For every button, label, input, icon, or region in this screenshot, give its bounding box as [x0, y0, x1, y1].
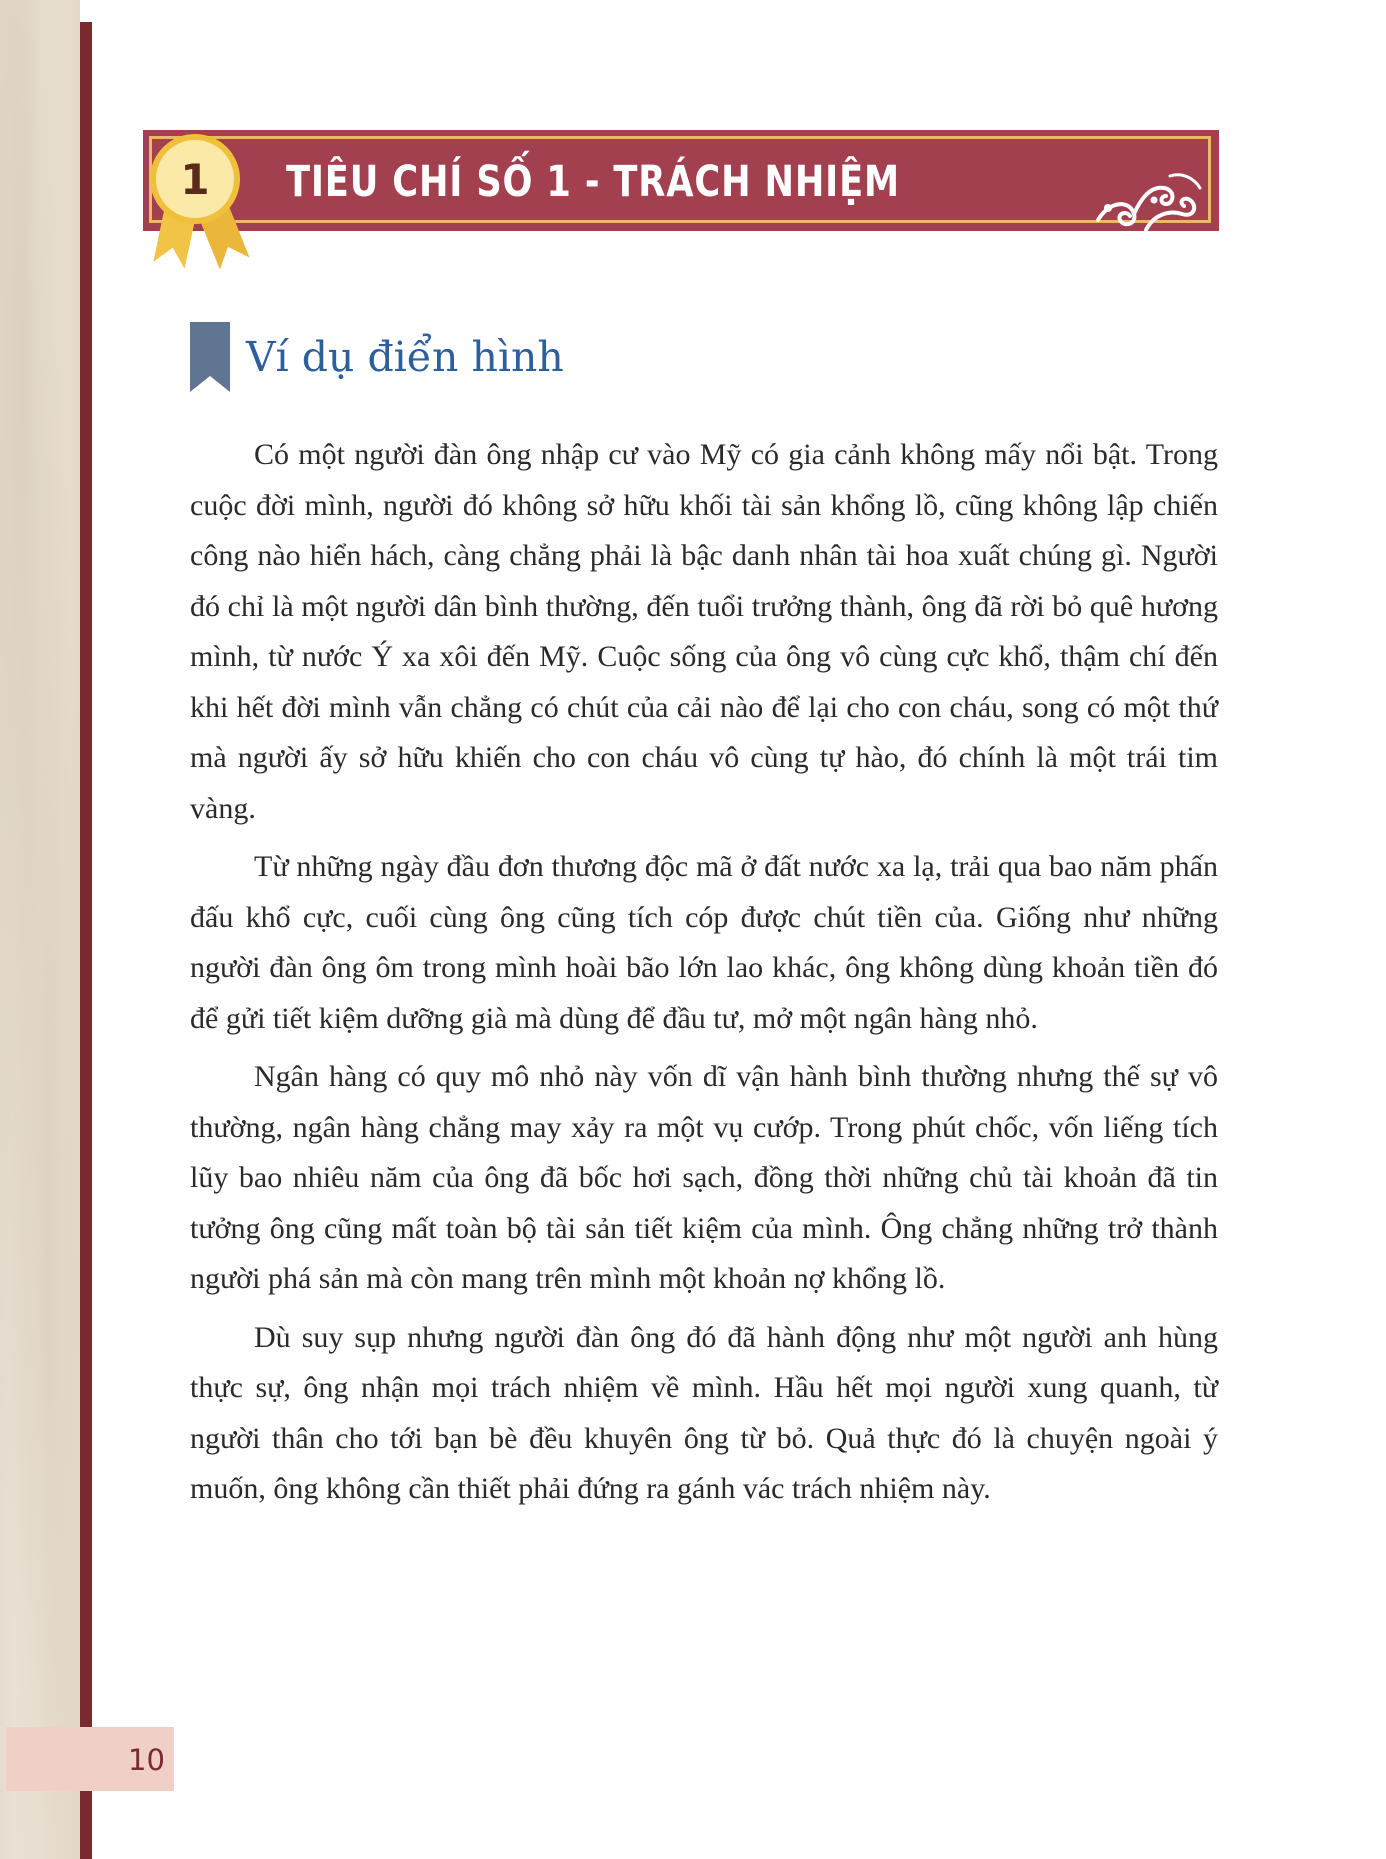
section-heading: Ví dụ điển hình — [246, 333, 564, 381]
page-edge-texture — [0, 0, 80, 1859]
chapter-title: TIÊU CHÍ SỐ 1 - TRÁCH NHIỆM — [286, 157, 900, 207]
bookmark-icon — [190, 322, 230, 392]
paragraph: Dù suy sụp nhưng người đàn ông đó đã hành động như một người anh hùng thực sự, ông nhận mọi trách nhiệm về mình. Hầu hết mọi người xung quanh, từ người thân cho tới bạn bè đều khuyên ông từ bỏ. Quả thực đó là chuyện ngoài ý muốn, ông không cần thiết phải đứng ra gánh vác trách nhiệm này. — [190, 1320, 1218, 1505]
paragraph: Có một người đàn ông nhập cư vào Mỹ có gia cảnh không mấy nổi bật. Trong cuộc đời mình, người đó không sở hữu khối tài sản khổng lồ, cũng không lập chiến công nào hiển hách, càng chẳng phải là bậc danh nhân tài hoa xuất chúng gì. Người đó chỉ là một người dân bình thường, đến tuổi trưởng thành, ông đã rời bỏ quê hương mình, từ nước Ý xa xôi đến Mỹ. Cuộc sống của ông vô cùng cực khổ, thậm chí đến khi hết đời mình vẫn chẳng có chút của cải nào để lại cho con cháu, song có một thứ mà người ấy sở hữu khiến cho con cháu vô cùng tự hào, đó chính là một trái tim vàng. — [190, 438, 1218, 825]
badge-number: 1 — [180, 154, 210, 204]
paragraph: Ngân hàng có quy mô nhỏ này vốn dĩ vận hành bình thường nhưng thế sự vô thường, ngân hàng chẳng may xảy ra một vụ cướp. Trong phút chốc, vốn liếng tích lũy bao nhiêu năm của ông đã bốc hơi sạch, đồng thời những chủ tài khoản đã tin tưởng ông cũng mất toàn bộ tài sản tiết kiệm của mình. Ông chẳng những trở thành người phá sản mà còn mang trên mình một khoản nợ khổng lồ. — [190, 1060, 1218, 1295]
body-text — [190, 430, 1218, 1523]
margin-bar — [80, 22, 92, 1859]
medal-badge-icon — [150, 134, 240, 224]
page-number: 10 — [128, 1743, 165, 1777]
paragraph: Từ những ngày đầu đơn thương độc mã ở đất nước xa lạ, trải qua bao năm phấn đấu khổ cực, cuối cùng ông cũng tích cóp được chút tiền của. Giống như những người đàn ông ôm trong mình hoài bão lớn lao khác, ông không dùng khoản tiền đó để gửi tiết kiệm dưỡng già mà dùng để đầu tư, mở một ngân hàng nhỏ. — [190, 850, 1218, 1035]
flourish-ornament-icon — [1090, 170, 1210, 234]
